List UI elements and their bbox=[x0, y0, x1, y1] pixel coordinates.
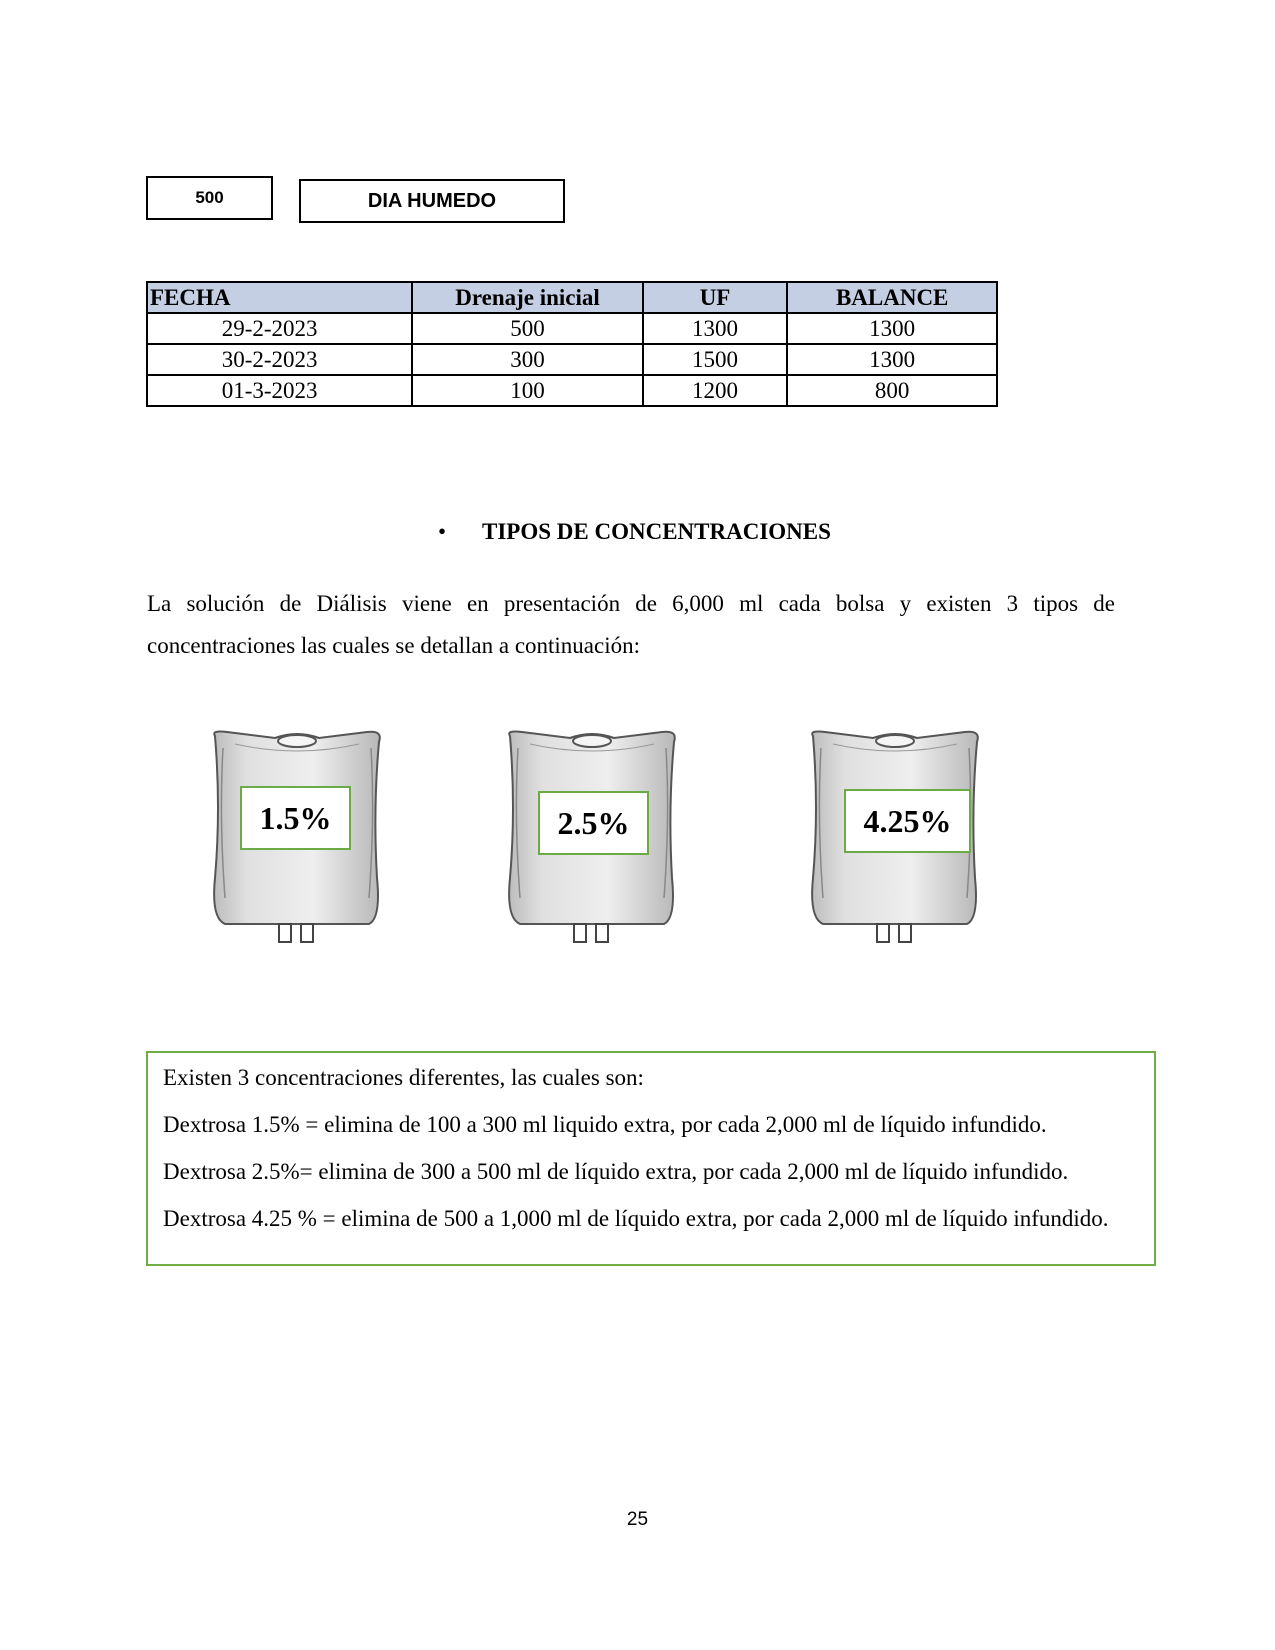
cell-uf: 1200 bbox=[643, 375, 788, 406]
cell-fecha: 01-3-2023 bbox=[147, 375, 412, 406]
header-uf: UF bbox=[643, 282, 788, 313]
section-title-text: TIPOS DE CONCENTRACIONES bbox=[482, 519, 831, 544]
header-fecha: FECHA bbox=[147, 282, 412, 313]
info-line: Existen 3 concentraciones diferentes, las cuales son: bbox=[163, 1065, 644, 1090]
dialysis-bag-1 bbox=[205, 728, 389, 944]
bullet-icon: • bbox=[438, 519, 447, 544]
cell-fecha: 29-2-2023 bbox=[147, 313, 412, 344]
table-row bbox=[147, 313, 997, 344]
cell-fecha: 30-2-2023 bbox=[147, 344, 412, 375]
info-line: Dextrosa 1.5% = elimina de 100 a 300 ml liquido extra, por cada 2,000 ml de líquido infundido. bbox=[163, 1112, 1047, 1137]
cell-balance: 1300 bbox=[787, 313, 997, 344]
intro-paragraph: La solución de Diálisis viene en presentación de 6,000 ml cada bolsa y existen 3 tipos de concentraciones las cuales se detallan a continuación: bbox=[147, 591, 1115, 658]
cell-balance: 1300 bbox=[787, 344, 997, 375]
info-line: Dextrosa 4.25 % = elimina de 500 a 1,000 ml de líquido extra, por cada 2,000 ml de líquido infundido. bbox=[163, 1206, 1109, 1231]
day-type-value: DIA HUMEDO bbox=[367, 189, 497, 212]
bag-label bbox=[240, 786, 351, 850]
info-line: Dextrosa 2.5%= elimina de 300 a 500 ml de líquido extra, por cada 2,000 ml de líquido infundido. bbox=[163, 1159, 1069, 1184]
bag-label-text: 2.5% bbox=[557, 804, 630, 841]
cell-drenaje: 500 bbox=[412, 313, 642, 344]
dialysis-bag-3 bbox=[803, 728, 987, 944]
bag-label bbox=[538, 791, 649, 855]
page-number: 25 bbox=[626, 1509, 649, 1530]
section-heading bbox=[438, 519, 831, 545]
volume-value: 500 bbox=[195, 188, 224, 207]
bag-label-text: 1.5% bbox=[259, 799, 332, 836]
cell-drenaje: 100 bbox=[412, 375, 642, 406]
table-header-row bbox=[147, 282, 997, 313]
concentrations-info-box bbox=[146, 1051, 1156, 1266]
header-balance: BALANCE bbox=[787, 282, 997, 313]
cell-drenaje: 300 bbox=[412, 344, 642, 375]
bag-label bbox=[844, 789, 971, 853]
cell-uf: 1500 bbox=[643, 344, 788, 375]
volume-box bbox=[146, 176, 273, 220]
balance-table bbox=[146, 281, 998, 407]
cell-balance: 800 bbox=[787, 375, 997, 406]
bag-label-text: 4.25% bbox=[863, 802, 952, 839]
day-type-box bbox=[299, 179, 565, 223]
header-drenaje-inicial: Drenaje inicial bbox=[412, 282, 642, 313]
cell-uf: 1300 bbox=[643, 313, 788, 344]
table-row bbox=[147, 375, 997, 406]
table-row bbox=[147, 344, 997, 375]
dialysis-bag-2 bbox=[500, 728, 684, 944]
